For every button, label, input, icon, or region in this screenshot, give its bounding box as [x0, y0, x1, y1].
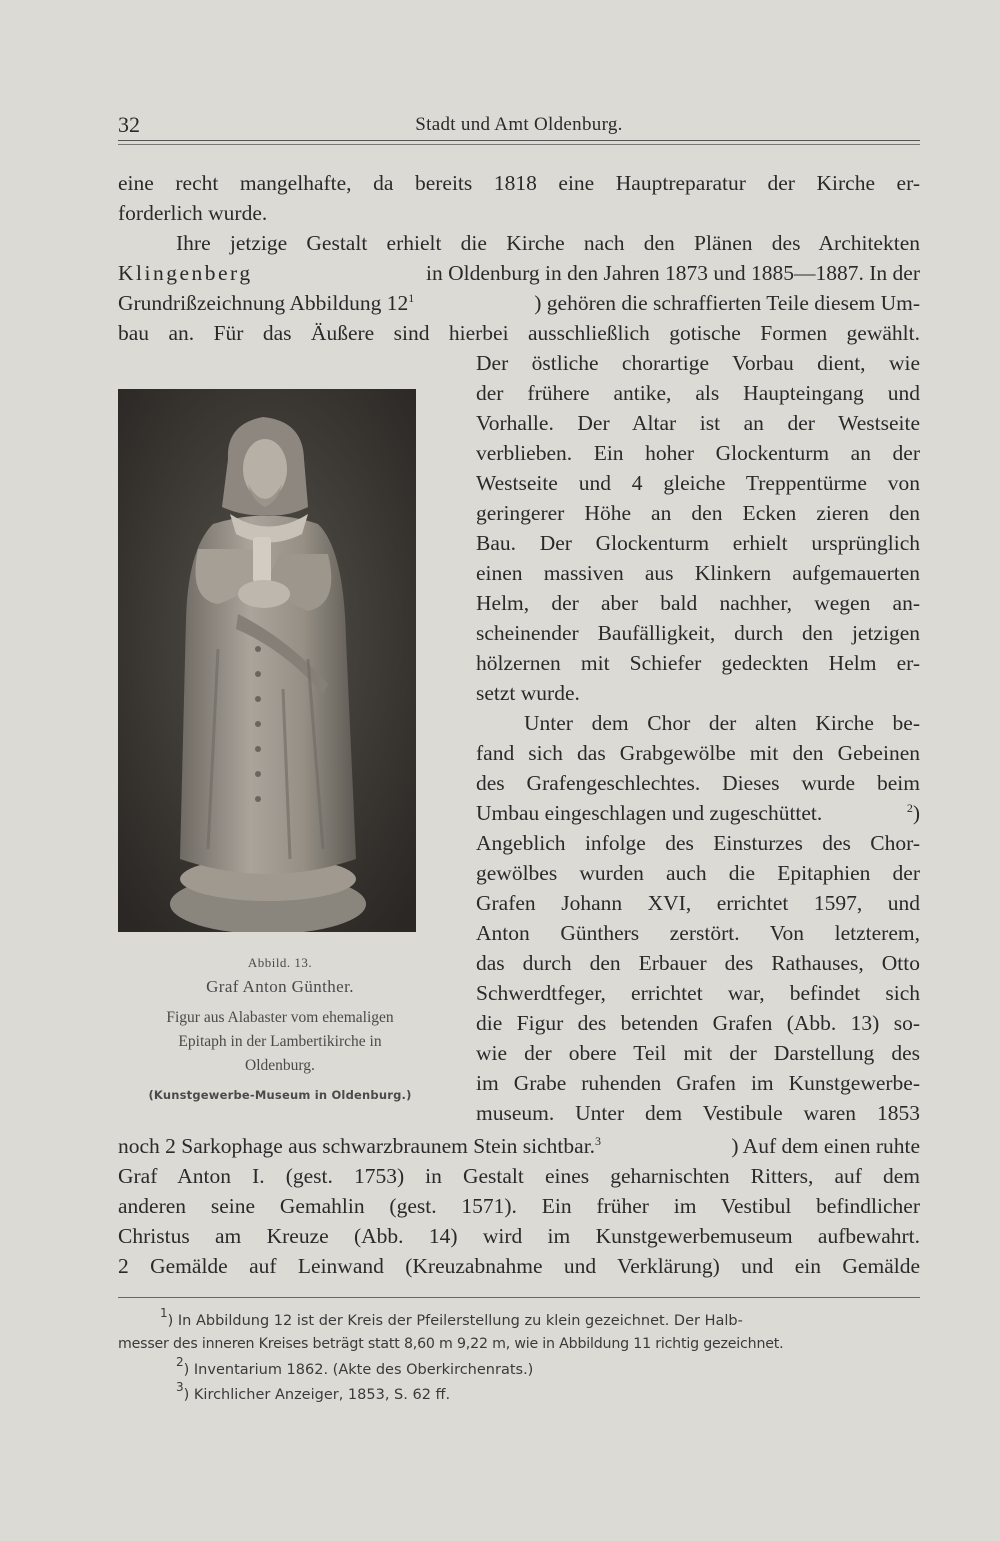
text-span: Umbau eingeschlagen und zugeschüttet.: [476, 801, 823, 825]
text-span: Grundrißzeichnung Abbildung 12: [118, 291, 409, 315]
text-line: im Grabe ruhenden Grafen im Kunstgewerbe-: [476, 1071, 920, 1095]
header-rule: [118, 140, 920, 141]
figure-caption-line: Epitaph in der Lambertikirche in: [178, 1033, 382, 1050]
footnote-3: [176, 1380, 451, 1406]
text-span: ) Kirchlicher Anzeiger, 1853, S. 62 ff.: [183, 1387, 451, 1403]
text-line: die Figur des betenden Grafen (Abb. 13) so-: [476, 1011, 920, 1035]
text-line: fand sich das Grabgewölbe mit den Gebeinen: [476, 741, 920, 765]
text-span: in Oldenburg in den Jahren 1873 und 1885—1887. In der: [425, 261, 920, 285]
footnote-marker: 1: [160, 1306, 168, 1320]
footnote-ref: 2: [906, 801, 913, 815]
text-line: bau an. Für das Äußere sind hierbei ausschließlich gotische Formen gewählt.: [118, 321, 920, 345]
figure-credit: (Kunstgewerbe-Museum in Oldenburg.): [148, 1088, 412, 1102]
running-title: Stadt und Amt Oldenburg.: [415, 114, 623, 135]
text-line: Christus am Kreuze (Abb. 14) wird im Kunstgewerbemuseum aufbewahrt.: [118, 1224, 920, 1248]
text-line: Schwerdtfeger, errichtet war, befindet sich: [476, 981, 920, 1005]
text-line: [118, 1131, 920, 1161]
text-line: geringerer Höhe an den Ecken zieren den: [476, 501, 920, 525]
text-line: Westseite und 4 gleiche Treppentürme von: [476, 471, 920, 495]
header-rule-thin: [118, 144, 920, 145]
text-line: Graf Anton I. (gest. 1753) in Gestalt eines geharnischten Ritters, auf dem: [118, 1164, 920, 1188]
text-line: Unter dem Chor der alten Kirche be-: [524, 711, 920, 735]
text-line: [118, 288, 920, 318]
text-line: anderen seine Gemahlin (gest. 1571). Ein früher im Vestibul befindlicher: [118, 1194, 920, 1218]
text-line: setzt wurde.: [476, 681, 580, 705]
text-line: [118, 258, 920, 288]
footnote-ref: 3: [595, 1134, 602, 1148]
footnote-rule: [118, 1297, 920, 1298]
page-header: [118, 112, 920, 140]
text-span: ): [912, 801, 920, 825]
text-line: forderlich wurde.: [118, 201, 268, 225]
text-line: einen massiven aus Klinkern aufgemauerten: [476, 561, 920, 585]
footnote-2: [176, 1355, 534, 1381]
text-line: verblieben. Ein hoher Glockenturm an der: [476, 441, 920, 465]
text-line: der frühere antike, als Haupteingang und: [476, 381, 920, 405]
text-line: des Grafengeschlechtes. Dieses wurde beim: [476, 771, 920, 795]
text-line: Helm, der aber bald nachher, wegen an-: [476, 591, 920, 615]
text-line: gewölbes wurden auch die Epitaphien der: [476, 861, 920, 885]
text-span: [160, 1306, 743, 1332]
text-span: ) gehören die schraffierten Teile diesem Um-: [534, 291, 920, 315]
figure-caption-line: Figur aus Alabaster vom ehemaligen: [166, 1009, 394, 1026]
text-span: ) Inventarium 1862. (Akte des Oberkirchenrats.): [183, 1362, 534, 1378]
text-span: ) In Abbildung 12 ist der Kreis der Pfeilerstellung zu klein gezeichnet. Der Halb-: [167, 1313, 743, 1329]
architect-name: Klingenberg: [118, 261, 253, 285]
page-number: 32: [118, 112, 140, 137]
footnote-1-line: [160, 1306, 920, 1332]
text-line: Anton Günthers zerstört. Von letzterem,: [476, 921, 920, 945]
text-line: museum. Unter dem Vestibule waren 1853: [476, 1101, 920, 1125]
text-span: noch 2 Sarkophage aus schwarzbraunem Stein sichtbar.: [118, 1134, 596, 1158]
statue-image: [118, 389, 416, 932]
text-span: [118, 1131, 601, 1161]
footnote-marker: 3: [176, 1380, 184, 1394]
text-line: Der östliche chorartige Vorbau dient, wie: [476, 351, 920, 375]
footnote-ref: 1: [408, 291, 415, 305]
text-line: Ihre jetzige Gestalt erhielt die Kirche nach den Plänen des Architekten: [176, 231, 920, 255]
text-span: [907, 798, 920, 828]
text-line: Bau. Der Glockenturm erhielt ursprünglich: [476, 531, 920, 555]
text-line: [476, 798, 920, 828]
text-line: scheinender Baufälligkeit, durch den jetzigen: [476, 621, 920, 645]
text-span: [118, 288, 414, 318]
figure-label: Abbild. 13.: [247, 955, 313, 970]
text-line: 2 Gemälde auf Leinwand (Kreuzabnahme und Verklärung) und ein Gemälde: [118, 1254, 920, 1278]
text-line: eine recht mangelhafte, da bereits 1818 eine Hauptreparatur der Kirche er-: [118, 171, 920, 195]
footnote-marker: 2: [176, 1355, 184, 1369]
text-line: das durch den Erbauer des Rathauses, Otto: [476, 951, 920, 975]
figure-title: Graf Anton Günther.: [206, 977, 354, 996]
figure-caption-line: Oldenburg.: [245, 1057, 315, 1074]
text-line: Vorhalle. Der Altar ist an der Westseite: [476, 411, 920, 435]
footnote-1-line: messer des inneren Kreises beträgt statt 8,60 m 9,22 m, wie in Abbildung 11 richtig gezeichnet.: [118, 1336, 784, 1352]
text-line: Grafen Johann XVI, errichtet 1597, und: [476, 891, 920, 915]
text-span: ) Auf dem einen ruhte: [731, 1134, 920, 1158]
text-line: hölzernen mit Schiefer gedeckten Helm er-: [476, 651, 920, 675]
text-line: wie der obere Teil mit der Darstellung des: [476, 1041, 920, 1065]
statue-photo: [118, 389, 416, 932]
text-line: Angeblich infolge des Einsturzes des Chor-: [476, 831, 920, 855]
